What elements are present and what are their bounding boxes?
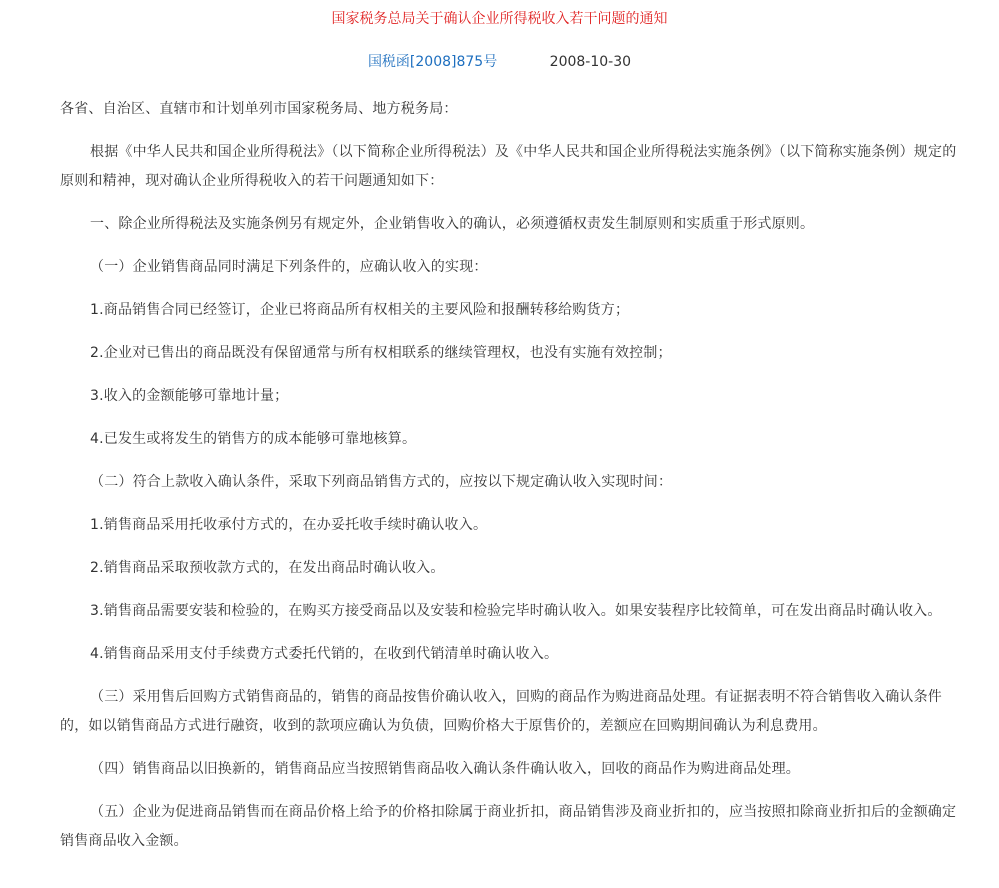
list-item: 2.企业对已售出的商品既没有保留通常与所有权相联系的继续管理权，也没有实施有效控制； — [90, 345, 672, 361]
list-item: 4.已发生或将发生的销售方的成本能够可靠地核算。 — [90, 431, 417, 447]
list-item: 4.销售商品采用支付手续费方式委托代销的，在收到代销清单时确认收入。 — [90, 646, 559, 662]
list-item: 1.商品销售合同已经签订，企业已将商品所有权相关的主要风险和报酬转移给购货方； — [90, 302, 630, 318]
list-item: 3.收入的金额能够可靠地计量； — [90, 388, 289, 404]
subsection-2: （二）符合上款收入确认条件，采取下列商品销售方式的，应按以下规定确认收入实现时间： — [90, 474, 673, 490]
list-item: 1.销售商品采用托收承付方式的，在办妥托收手续时确认收入。 — [90, 517, 488, 533]
list-item: 2.销售商品采取预收款方式的，在发出商品时确认收入。 — [90, 560, 445, 576]
subsection-4: （四）销售商品以旧换新的，销售商品应当按照销售商品收入确认条件确认收入，回收的商品作为购进商品处理。 — [90, 761, 800, 777]
document-meta — [0, 52, 999, 72]
salutation: 各省、自治区、直辖市和计划单列市国家税务局、地方税务局： — [60, 101, 458, 117]
document-body — [60, 95, 960, 856]
document-title: 国家税务总局关于确认企业所得税收入若干问题的通知 — [331, 11, 668, 27]
subsection-1: （一）企业销售商品同时满足下列条件的，应确认收入的实现： — [90, 259, 488, 275]
subsection-5: （五）企业为促进商品销售而在商品价格上给予的价格扣除属于商业折扣，商品销售涉及商业折扣的，应当按照扣除商业折扣后的金额确定销售商品收入金额。 — [60, 804, 957, 849]
subsection-3: （三）采用售后回购方式销售商品的，销售的商品按售价确认收入，回购的商品作为购进商品处理。有证据表明不符合销售收入确认条件的，如以销售商品方式进行融资，收到的款项应确认为负债，回购价格大于原售价的，差额应在回购期间确认为利息费用。 — [60, 689, 942, 734]
list-item: 3.销售商品需要安装和检验的，在购买方接受商品以及安装和检验完毕时确认收入。如果安装程序比较简单，可在发出商品时确认收入。 — [90, 603, 942, 619]
document-date: 2008-10-30 — [549, 54, 632, 70]
intro-paragraph: 根据《中华人民共和国企业所得税法》（以下简称企业所得税法）及《中华人民共和国企业所得税法实施条例》（以下简称实施条例）规定的原则和精神，现对确认企业所得税收入的若干问题通知如下： — [60, 144, 957, 189]
section-1: 一、除企业所得税法及实施条例另有规定外，企业销售收入的确认，必须遵循权责发生制原则和实质重于形式原则。 — [90, 216, 815, 232]
document-number-link[interactable]: 国税函[2008]875号 — [367, 54, 498, 70]
